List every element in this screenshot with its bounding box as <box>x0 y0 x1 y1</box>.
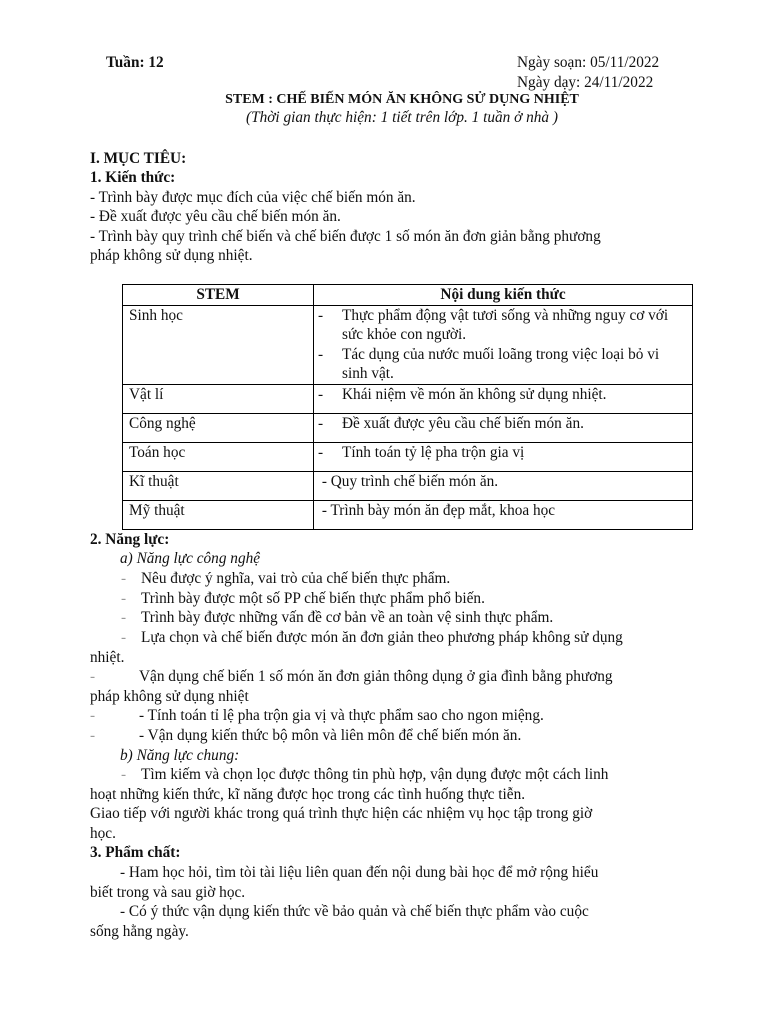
table-cell-subject: Công nghệ <box>123 413 314 442</box>
qualities-heading: 3. Phẩm chất: <box>90 844 181 861</box>
table-header-row <box>123 285 693 306</box>
knowledge-item-1: - Trình bày được mục đích của việc chế biến món ăn. <box>90 189 416 206</box>
table-row <box>123 500 693 529</box>
table-cell-content: - Khái niệm về món ăn không sử dụng nhiệt. <box>314 384 693 413</box>
content-item: Thực phẩm động vật tươi sống và những nguy cơ với sức khỏe con người. <box>342 306 669 343</box>
table-cell-content: - Tính toán tỷ lệ pha trộn gia vị <box>314 442 693 471</box>
general-competency-item-cont: học. <box>90 825 116 842</box>
table-row <box>123 384 693 413</box>
week-label: Tuần: 12 <box>106 54 164 71</box>
lesson-title: STEM : CHẾ BIẾN MÓN ĂN KHÔNG SỬ DỤNG NHIỆT <box>225 92 579 107</box>
table-row <box>123 471 693 500</box>
tech-competency-item: Vận dụng chế biến 1 số món ăn đơn giản thông dụng ở gia đình bằng phương <box>139 668 613 685</box>
quality-item: - Có ý thức vận dụng kiến thức về bảo quản và chế biến thực phẩm vào cuộc <box>120 903 589 920</box>
knowledge-heading: 1. Kiến thức: <box>90 169 176 186</box>
table-row <box>123 442 693 471</box>
content-item: Khái niệm về món ăn không sử dụng nhiệt. <box>342 385 607 403</box>
table-cell-subject: Vật lí <box>123 384 314 413</box>
table-row <box>123 305 693 384</box>
section-objectives-heading: I. MỤC TIÊU: <box>90 150 187 167</box>
table-cell-content: - Đề xuất được yêu cầu chế biến món ăn. <box>314 413 693 442</box>
competency-heading: 2. Năng lực: <box>90 531 170 548</box>
table-cell-subject: Kĩ thuật <box>123 471 314 500</box>
table-row <box>123 413 693 442</box>
tech-competency-item-cont: nhiệt. <box>90 649 125 666</box>
table-cell-content: - Trình bày món ăn đẹp mắt, khoa học <box>314 500 693 529</box>
tech-competency-item: Trình bày được những vấn đề cơ bản về an toàn vệ sinh thực phẩm. <box>141 609 554 626</box>
tech-competency-item: - Tính toán tỉ lệ pha trộn gia vị và thực phẩm sao cho ngon miệng. <box>139 707 544 724</box>
tech-competency-item-cont: pháp không sử dụng nhiệt <box>90 688 249 705</box>
table-header-stem: STEM <box>123 285 314 306</box>
table-cell-subject: Mỹ thuật <box>123 500 314 529</box>
knowledge-item-2: - Đề xuất được yêu cầu chế biến món ăn. <box>90 208 341 225</box>
tech-competency-item: - Vận dụng kiến thức bộ môn và liên môn để chế biến món ăn. <box>139 727 522 744</box>
tech-competency-item: Lựa chọn và chế biến được món ăn đơn giản theo phương pháp không sử dụng <box>141 629 623 646</box>
table-cell-subject: Toán học <box>123 442 314 471</box>
general-competency-item: Giao tiếp với người khác trong quá trình thực hiện các nhiệm vụ học tập trong giờ <box>90 805 593 822</box>
prep-date: Ngày soạn: 05/11/2022 <box>517 54 660 71</box>
lesson-subtitle: (Thời gian thực hiện: 1 tiết trên lớp. 1 tuần ở nhà ) <box>246 109 558 126</box>
general-competency-title: b) Năng lực chung: <box>120 747 240 764</box>
knowledge-item-3-line1: - Trình bày quy trình chế biến và chế biến được 1 số món ăn đơn giản bằng phương <box>90 228 601 245</box>
tech-competency-item: Nêu được ý nghĩa, vai trò của chế biến thực phẩm. <box>141 570 451 587</box>
table-header-content: Nội dung kiến thức <box>314 285 693 306</box>
quality-item-cont: sống hằng ngày. <box>90 923 189 940</box>
content-item: Đề xuất được yêu cầu chế biến món ăn. <box>342 414 584 432</box>
general-competency-item: Tìm kiếm và chọn lọc được thông tin phù hợp, vận dụng được một cách linh <box>141 766 609 783</box>
quality-item-cont: biết trong và sau giờ học. <box>90 884 246 901</box>
quality-item: - Ham học hỏi, tìm tòi tài liệu liên quan đến nội dung bài học để mở rộng hiểu <box>120 864 599 881</box>
table-cell-content: - Quy trình chế biến món ăn. <box>314 471 693 500</box>
teach-date: Ngày dạy: 24/11/2022 <box>517 74 654 91</box>
table-cell-subject: Sinh học <box>123 305 314 384</box>
knowledge-item-3-line2: pháp không sử dụng nhiệt. <box>90 247 253 264</box>
table-cell-content: - Thực phẩm động vật tươi sống và những nguy cơ với sức khỏe con người. - Tác dụng của nước muối loãng trong việc loại bỏ vi sinh vật. <box>314 305 693 384</box>
content-item: Tác dụng của nước muối loãng trong việc loại bỏ vi sinh vật. <box>342 345 660 382</box>
tech-competency-item: Trình bày được một số PP chế biến thực phẩm phổ biến. <box>141 590 485 607</box>
document-page: Tuần: 12 Ngày soạn: 05/11/2022 Ngày dạy: 24/11/2022 STEM : CHẾ BIẾN MÓN ĂN KHÔNG SỬ DỤNG NHIỆT (Thời gian thực hiện: 1 tiết trên lớp. 1 tuần ở nhà ) I. MỤC TIÊU: 1. Kiến thức: - Trình bày được mục đích của việc chế biến món ăn. - Đề xuất được yêu cầu chế biến món ăn. - Trình bày quy trình chế biến và chế biến được 1 số món ăn đơn giản bằng phương pháp không sử dụng nhiệt. STEM Nội dung kiến thức Sinh học - Thực phẩm động vật tươi sống và những nguy cơ với sức khỏe con người. - Tác dụng của nước muối loãng trong việc loại bỏ vi sinh vật. Vật lí - Khái niệm về món ăn không sử dụng nhiệt. Công nghệ - Đề xuất được yêu cầu chế biến món ăn. Toán học - Tính toán tỷ lệ pha trộn gia vị Kĩ thuật - Quy trình chế biến món ăn. Mỹ thuật - Trình bày món ăn đẹp mắt, khoa học 2. Năng lực: a) Năng lực công nghệ - Nêu được ý nghĩa, vai trò của chế biến thực phẩm. - Trình bày được một số PP chế biến thực phẩm phổ biến. - Trình bày được những vấn đề cơ bản về an toàn vệ sinh thực phẩm. - Lựa chọn và chế biến được món ăn đơn giản theo phương pháp không sử dụng nhiệt. - Vận dụng chế biến 1 số món ăn đơn giản thông dụng ở gia đình bằng phương pháp không sử dụng nhiệt - - Tính toán tỉ lệ pha trộn gia vị và thực phẩm sao cho ngon miệng. - - Vận dụng kiến thức bộ môn và liên môn để chế biến món ăn. b) Năng lực chung: - Tìm kiếm và chọn lọc được thông tin phù hợp, vận dụng được một cách linh hoạt những kiến thức, kĩ năng được học trong các tình huống thực tiễn. Giao tiếp với người khác trong quá trình thực hiện các nhiệm vụ học tập trong giờ học. 3. Phẩm chất: - Ham học hỏi, tìm tòi tài liệu liên quan đến nội dung bài học để mở rộng hiểu biết trong và sau giờ học. - Có ý thức vận dụng kiến thức về bảo quản và chế biến thực phẩm vào cuộc sống hằng ngày. <box>0 0 768 1024</box>
tech-competency-title: a) Năng lực công nghệ <box>120 550 261 567</box>
content-item: Tính toán tỷ lệ pha trộn gia vị <box>342 443 525 461</box>
general-competency-item-cont: hoạt những kiến thức, kĩ năng được học trong các tình huống thực tiễn. <box>90 786 526 803</box>
stem-table <box>122 284 693 530</box>
